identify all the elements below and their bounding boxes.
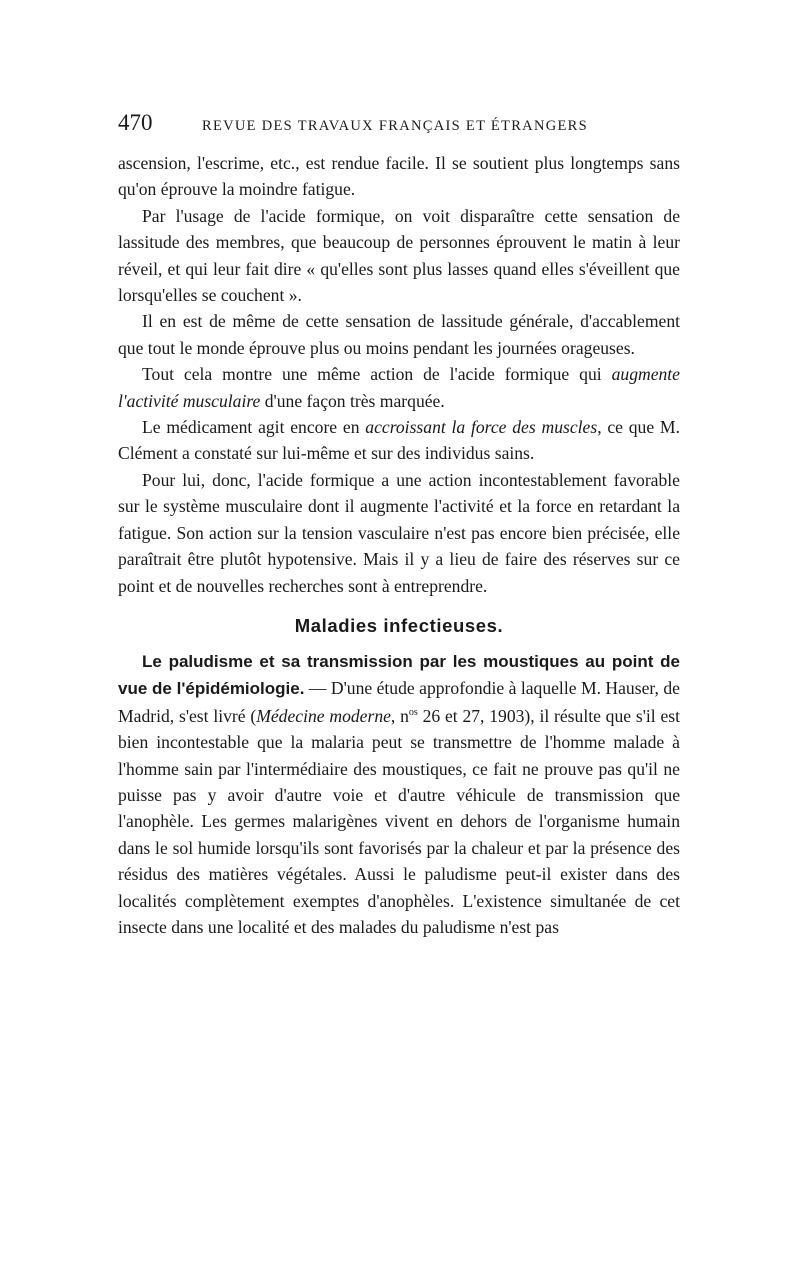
text-run: , n [390,705,409,726]
page-number: 470 [118,110,153,135]
superscript-os: os [408,706,418,718]
emphasis-muscular-activity: augmente l'activité musculaire [118,364,680,411]
text-run: , ce que M. Clément a constaté sur lui-même et sur des individus sains. [118,417,680,464]
journal-title: REVUE DES TRAVAUX FRANÇAIS ET ÉTRANGERS [202,118,588,134]
paragraph-formic-acid-lassitude: Par l'usage de l'acide formique, on voit disparaître cette sensation de lassitude des membres, que beaucoup de personnes éprouvent le matin à leur réveil, et qui leur fait dire « qu'elles sont plus lasses quand elles s'éveillent que lorsqu'elles se couchent ». [118,205,680,306]
text-run: d'une façon très marquée. [260,390,445,411]
text-run: Tout cela montre une même action de l'acide formique qui [142,364,612,385]
running-head [118,110,680,140]
text-run: — D'une étude approfondie à laquelle M. Hauser, de Madrid, s'est livré ( [118,678,680,726]
book-page [118,110,680,940]
emphasis-muscle-force: accroissant la force des muscles [365,417,598,438]
section-heading: Maladies infectieuses. [294,614,504,636]
text-run: Le médicament agit encore en [142,417,366,438]
paragraph-article [118,648,680,940]
paragraph-general-lassitude: Il en est de même de cette sensation de lassitude générale, d'accablement que tout le monde éprouve plus ou moins pendant les journées orageuses. [118,311,680,358]
paragraph-conclusion: Pour lui, donc, l'acide formique a une action incontestablement favorable sur le système musculaire dont il augmente l'activité et la force en retardant la fatigue. Son action sur la tension vasculaire n'est pas encore bien précisée, elle paraîtrait être plutôt hypotensive. Mais il y a lieu de faire des réserves sur ce point et de nouvelles recherches sont à entreprendre. [118,469,680,596]
text-run: 26 et 27, 1903), il résulte que s'il est bien incontestable que la malaria peut se transmettre de l'homme malade à l'homme sain par l'intermédiaire des moustiques, ce fait ne prouve pas qu'il ne puisse pas y avoir d'autre voie et d'autre véhicule de transmission que l'anophèle. Les germes malarigènes vivent en dehors de l'organisme humain dans le sol humide lorsqu'ils sont favorisés par la chaleur et par la présence des résidus des matières végétales. Aussi le paludisme peut-il exister dans des localités complètement exemptes d'anophèles. L'existence simultanée de cet insecte dans une localité et des malades du paludisme n'est pas [118,705,680,937]
paragraph-muscular-activity [118,361,680,414]
body-text [118,150,680,940]
article-title: Le paludisme et sa transmission par les moustiques au point de vue de l'épidémiologie. [118,651,680,699]
emphasis-journal-name: Médecine moderne [256,705,391,726]
paragraph-muscle-force [118,414,680,467]
paragraph-continuation: ascension, l'escrime, etc., est rendue facile. Il se soutient plus longtemps sans qu'on éprouve la moindre fatigue. [118,153,680,200]
